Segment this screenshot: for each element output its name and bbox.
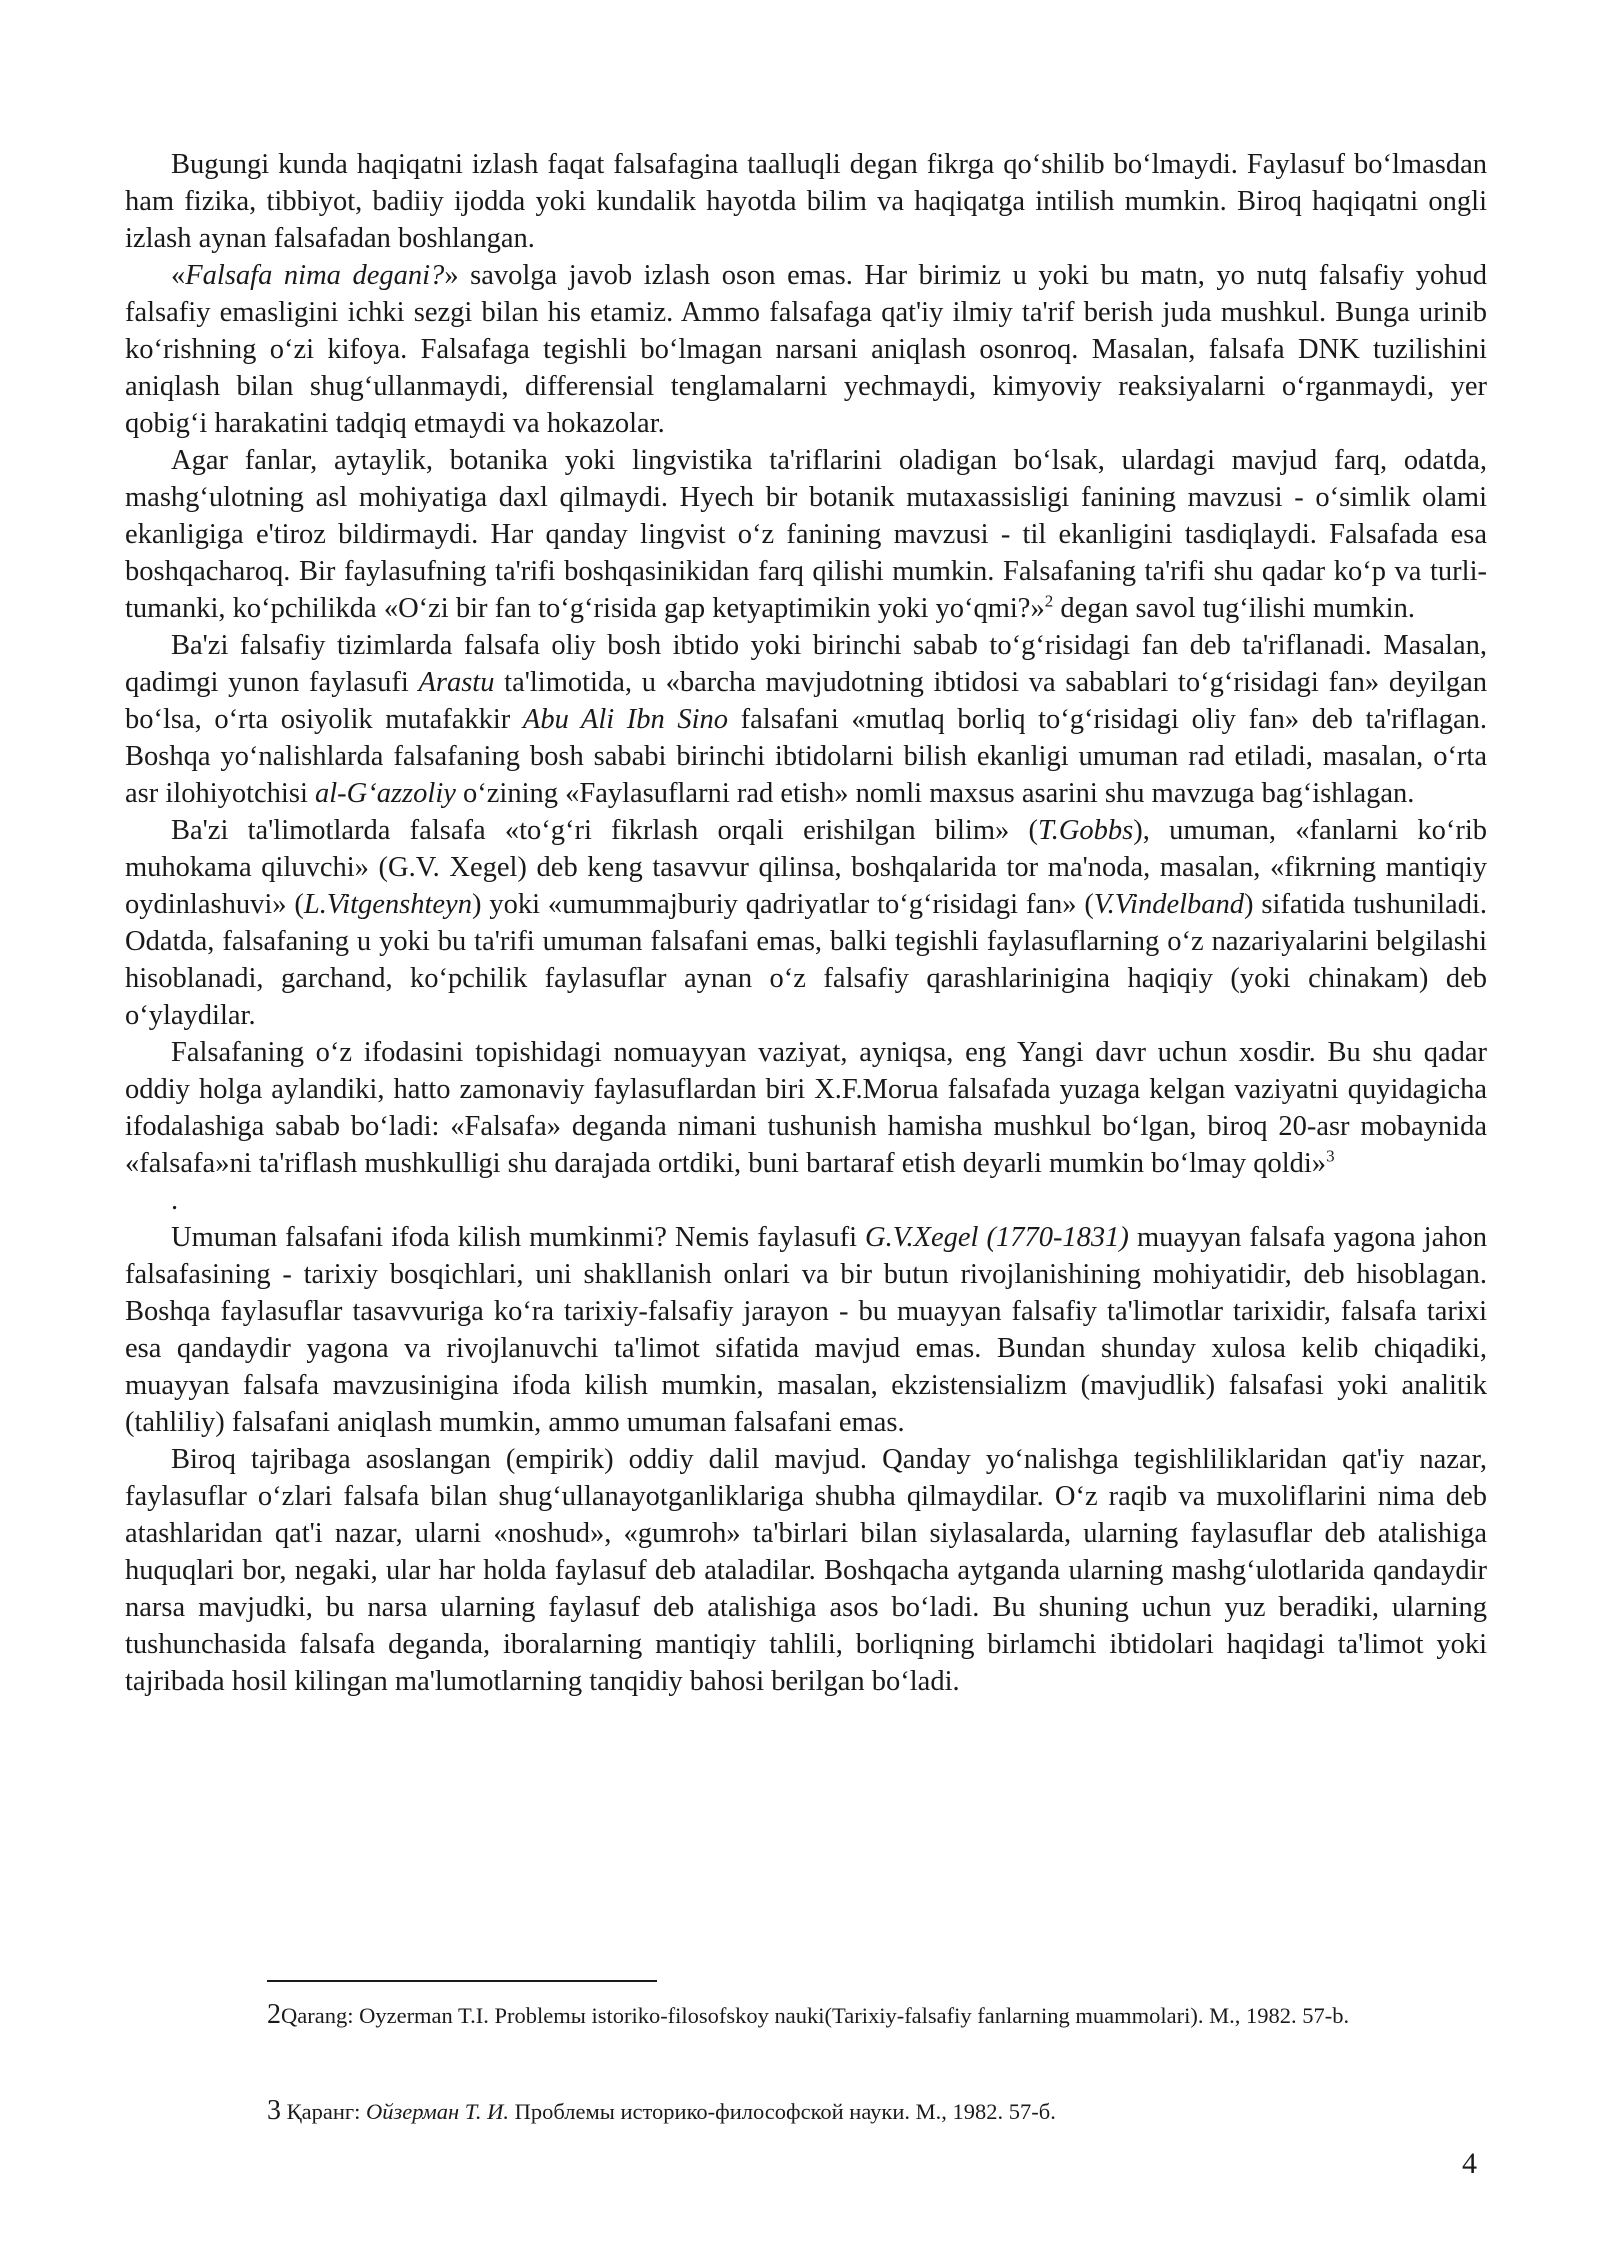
footnote-3 <box>267 2094 1487 2129</box>
paragraph <box>125 812 1487 1034</box>
text-run: muayyan falsafa yagona jahon falsafasining - tarixiy bosqichlari, uni shakllanish onlari va bir butun rivojlanishining mohiyatidir, deb hisoblagan. Boshqa faylasuflar tasavvuriga ko‘ra tarixiy-falsafiy jarayon - bu muayyan falsafiy ta'limotlar tarixidir, falsafa tarixi esa qandaydir yagona va rivojlanuvchi ta'limot sifatida mavjud emas. Bundan shunday xulosa kelib chiqadiki, muayyan falsafa mavzusinigina ifoda kilish mumkin, masalan, ekzistensializm (mavjudlik) falsafasi yoki analitik (tahliliy) falsafani aniqlash mumkin, ammo umuman falsafani emas. <box>125 1222 1487 1438</box>
text-run: Ba'zi ta'limotlarda falsafa «to‘g‘ri fikrlash orqali erishilgan bilim» ( <box>171 815 1038 846</box>
paragraph <box>125 146 1487 257</box>
footnote-number: 3 <box>267 2095 281 2126</box>
paragraph <box>125 1034 1487 1182</box>
footnote-prefix: Қаранг: <box>281 2099 367 2124</box>
footnote-number: 2 <box>267 1999 281 2030</box>
italic-text: L.Vitgenshteyn <box>303 889 472 920</box>
italic-text: Falsafa nima degani? <box>185 260 445 291</box>
italic-text: al-G‘azzoliy <box>314 778 456 809</box>
paragraph <box>125 257 1487 442</box>
text-run: ta'limotida, u «barcha mavjudotning ibtidosi va sabablari to‘g‘risidagi fan» deyilgan bo‘lsa, o‘rta osiyolik mutafakkir <box>125 667 1487 735</box>
text-run: » savolga javob izlash oson emas. Har birimiz u yoki bu matn, yo nutq falsafiy yohud falsafiy emasligini ichki sezgi bilan his etamiz. Ammo falsafaga qat'iy ilmiy ta'rif berish juda mushkul. Bunga urinib ko‘rishning o‘zi kifoya. Falsafaga tegishli bo‘lmagan narsani aniqlash osonroq. Masalan, falsafa DNK tuzilishini aniqlash bilan shug‘ullanmaydi, differensial tenglamalarni yechmaydi, kimyoviy reaksiyalarni o‘rganmaydi, yer qobig‘i harakatini tadqiq etmaydi va hokazolar. <box>125 260 1487 439</box>
text-run: Umuman falsafani ifoda kilish mumkinmi? Nemis faylasufi <box>171 1222 865 1253</box>
body-text <box>125 146 1487 1700</box>
italic-text: Arastu <box>418 667 495 698</box>
italic-text: T.Gobbs <box>1037 815 1134 846</box>
paragraph <box>125 442 1487 627</box>
footnote-text: Qarang: Oyzerman T.I. Problemы istoriko-filosofskoy nauki(Tarixiy-falsafiy fanlarning muammolari). M., 1982. 57-b. <box>281 2003 1350 2028</box>
italic-text: G.V.Xegel (1770-1831) <box>865 1222 1129 1253</box>
text-run: ) sifatida tushuniladi. Odatda, falsafaning u yoki bu ta'rifi umuman falsafani emas, balki tegishli faylasuflarning o‘z nazariyalarini belgilashi hisoblanadi, garchand, ko‘pchilik faylasuflar aynan o‘z falsafiy qarashlarinigina haqiqiy (yoki chinakam) deb o‘ylaydilar. <box>125 889 1487 1031</box>
italic-text: Abu Ali Ibn Sino <box>522 704 729 735</box>
text-run: . <box>171 1185 179 1216</box>
footnote-ref: 3 <box>1326 1146 1335 1166</box>
text-run: ) yoki «umummajburiy qadriyatlar to‘g‘risidagi fan» ( <box>471 889 1094 920</box>
footnote-author: Ойзерман Т. И. <box>366 2099 510 2124</box>
text-run: Ba'zi falsafiy tizimlarda falsafa oliy bosh ibtido yoki birinchi sabab to‘g‘risidagi fan deb ta'riflanadi. Masalan, qadimgi yunon faylasufi <box>125 630 1487 698</box>
text-run: Bugungi kunda haqiqatni izlash faqat falsafagina taalluqli degan fikrga qo‘shilib bo‘lmaydi. Faylasuf bo‘lmasdan ham fizika, tibbiyot, badiiy ijodda yoki kundalik hayotda bilim va haqiqatga intilish mumkin. Biroq haqiqatni ongli izlash aynan falsafadan boshlangan. <box>125 149 1487 254</box>
text-run: ), umuman, «fanlarni ko‘rib muhokama qiluvchi» (G.V. Xegel) deb keng tasavvur qilinsa, boshqalarida tor ma'noda, masalan, «fikrning mantiqiy oydinlashuvi» ( <box>125 815 1488 920</box>
text-run: Agar fanlar, aytaylik, botanika yoki lingvistika ta'riflarini oladigan bo‘lsak, ulardagi mavjud farq, odatda, mashg‘ulotning asl mohiyatiga daxl qilmaydi. Hyech bir botanik mutaxassisligi fanining mavzusi - o‘simlik olami ekanligiga e'tiroz bildirmaydi. Har qanday lingvist o‘z fanining mavzusi - til ekanligini tasdiqlaydi. Falsafada esa boshqacharoq. Bir faylasufning ta'rifi boshqasinikidan farq qilishi mumkin. Falsafaning ta'rifi shu qadar ko‘p va turli-tumanki, ko‘pchilikda «O‘zi bir fan to‘g‘risida gap ketyaptimikin yoki yo‘qmi?» <box>125 445 1487 624</box>
footnote-ref: 2 <box>1044 591 1054 611</box>
text-run: Falsafaning o‘z ifodasini topishidagi nomuayyan vaziyat, ayniqsa, eng Yangi davr uchun xosdir. Bu shu qadar oddiy holga aylandiki, hatto zamonaviy faylasuflardan biri X.F.Morua falsafada yuzaga kelgan vaziyatni quyidagicha ifodalashiga sabab bo‘ladi: «Falsafa» deganda nimani tushunish hamisha mushkul bo‘lgan, biroq 20-asr mobaynida «falsafa»ni ta'riflash mushkulligi shu darajada ortdiki, buni bartaraf etish deyarli mumkin bo‘lmay qoldi» <box>125 1037 1487 1179</box>
text-run: « <box>171 260 186 291</box>
footnote-text: Проблемы историко-философской науки. М., 1982. 57-б. <box>509 2099 1056 2124</box>
paragraph <box>125 1441 1487 1700</box>
paragraph <box>125 1219 1487 1441</box>
text-run: falsafani «mutlaq borliq to‘g‘risidagi oliy fan» deb ta'riflagan. Boshqa yo‘nalishlarda falsafaning bosh sababi birinchi ibtidolarni bilish ekanligi umuman rad etiladi, masalan, o‘rta asr ilohiyotchisi <box>125 704 1487 809</box>
paragraph <box>125 627 1487 812</box>
footnote-2 <box>267 1998 1487 2033</box>
paragraph-dot <box>125 1182 1487 1219</box>
italic-text: V.Vindelband <box>1093 889 1245 920</box>
footnote-separator <box>267 1980 657 1982</box>
text-run: o‘zining «Faylasuflarni rad etish» nomli maxsus asarini shu mavzuga bag‘ishlagan. <box>455 778 1415 809</box>
page-number: 4 <box>1462 2147 1477 2180</box>
text-run: Biroq tajribaga asoslangan (empirik) oddiy dalil mavjud. Qanday yo‘nalishga tegishliliklaridan qat'iy nazar, faylasuflar o‘zlari falsafa bilan shug‘ullanayotganliklariga shubha qilmaydilar. O‘z raqib va muxoliflarini nima deb atashlaridan qat'i nazar, ularni «noshud», «gumroh» ta'birlari bilan siylasalarda, ularning faylasuflar deb atalishiga huquqlari bor, negaki, ular har holda faylasuf deb ataladilar. Boshqacha aytganda ularning mashg‘ulotlarida qandaydir narsa mavjudki, bu narsa ularning faylasuf deb atalishiga asos bo‘ladi. Bu shuning uchun yuz beradiki, ularning tushunchasida falsafa deganda, iboralarning mantiqiy tahlili, borliqning birlamchi ibtidolari haqidagi ta'limot yoki tajribada hosil kilingan ma'lumotlarning tanqidiy bahosi berilgan bo‘ladi. <box>125 1444 1487 1697</box>
text-run: degan savol tug‘ilishi mumkin. <box>1053 593 1415 624</box>
